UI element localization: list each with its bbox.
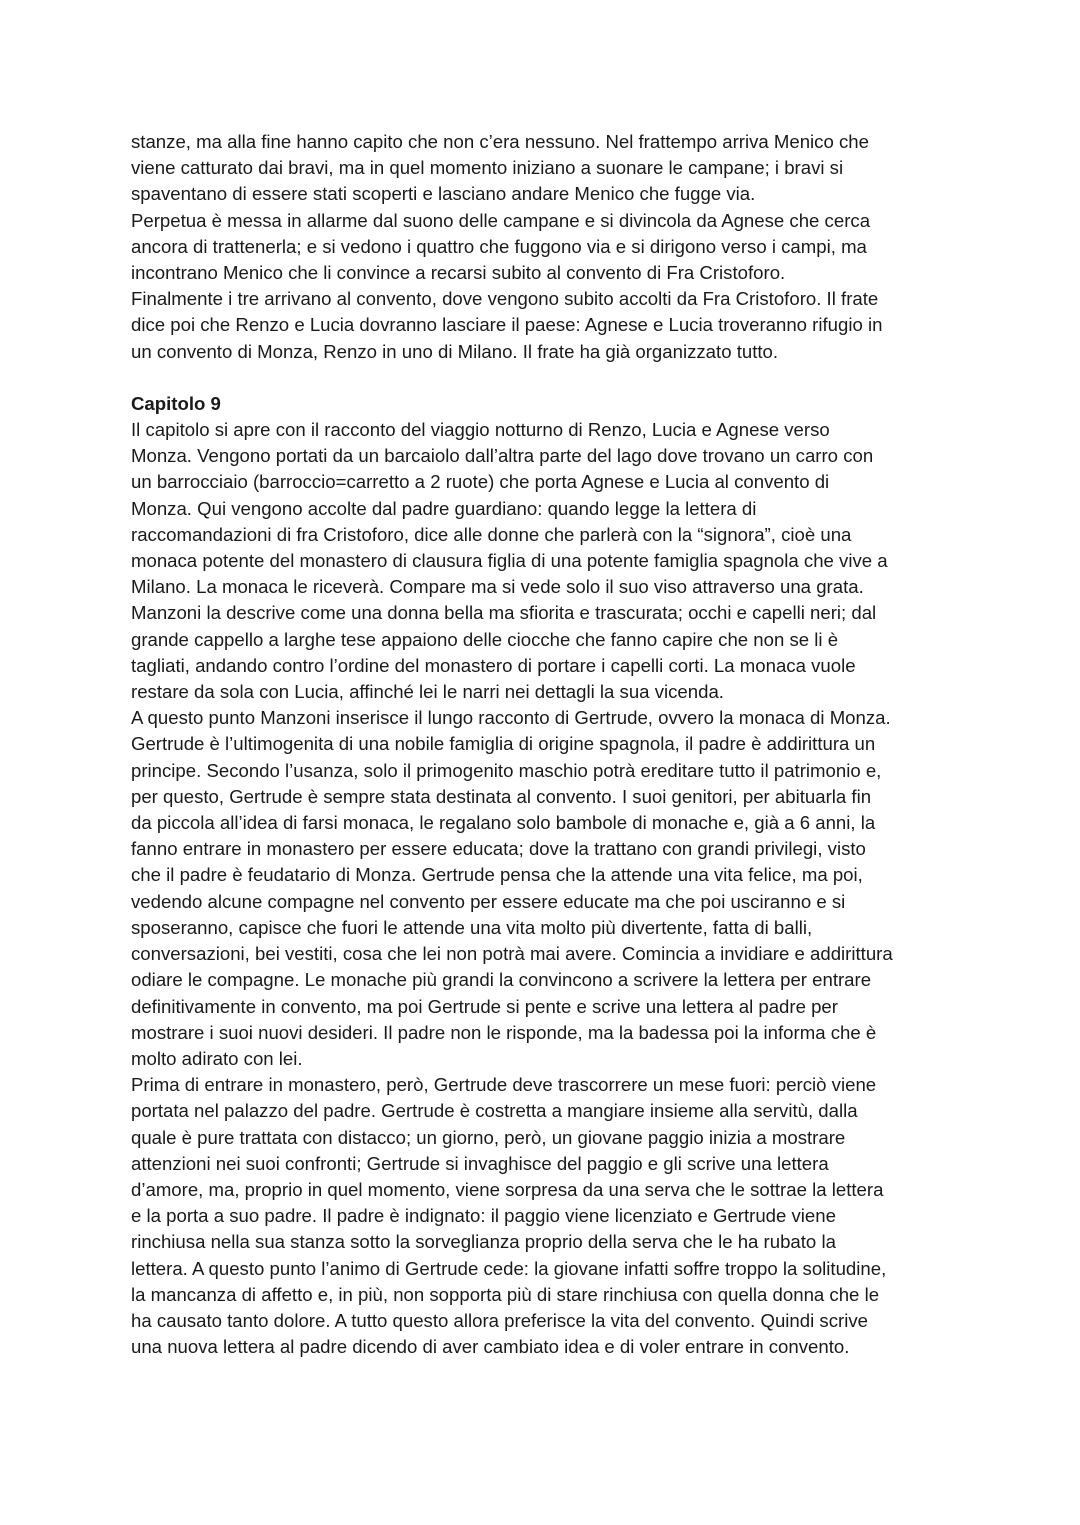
paragraph-arrival-convent: Finalmente i tre arrivano al convento, dove vengono subito accolti da Fra Cristoforo. Il frate dice poi che Renzo e Lucia dovranno lasciare il paese: Agnese e Lucia troveranno rifugio in un convento di Monza, Renzo in uno di Milano. Il frate ha già organizzato tutto. xyxy=(131,288,883,362)
paragraph-menico-capture: stanze, ma alla fine hanno capito che non c’era nessuno. Nel frattempo arriva Menico che viene catturato dai bravi, ma in quel momento iniziano a suonare le campane; i bravi si spaventano di essere stati scoperti e lasciano andare Menico che fugge via. xyxy=(131,131,869,205)
document-page xyxy=(131,129,961,1360)
chapter-heading: Capitolo 9 xyxy=(131,392,221,414)
paragraph-journey-monza: Il capitolo si apre con il racconto del viaggio notturno di Renzo, Lucia e Agnese verso Monza. Vengono portati da un barcaiolo dall’altra parte del lago dove trovano un carro con un barrocciaio (barroccio=carretto a 2 ruote) che porta Agnese e Lucia al convento di Monza. Qui vengono accolte dal padre guardiano: quando legge la lettera di raccomandazioni di fra Cristoforo, dice alle donne che parlerà con la “signora”, cioè una monaca potente del monastero di clausura figlia di una potente famiglia spagnola che vive a Milano. La monaca le riceverà. Compare ma si vede solo il suo viso attraverso una grata. Manzoni la descrive come una donna bella ma sfiorita e trascurata; occhi e capelli neri; dal grande cappello a larghe tese appaiono delle ciocche che fanno capire che non se li è tagliati, andando contro l’ordine del monastero di portare i capelli corti. La monaca vuole restare da sola con Lucia, affinché lei le narri nei dettagli la sua vicenda. xyxy=(131,419,888,703)
paragraph-gertrude-palace: Prima di entrare in monastero, però, Gertrude deve trascorrere un mese fuori: perciò viene portata nel palazzo del padre. Gertrude è costretta a mangiare insieme alla servitù, dalla quale è pure trattata con distacco; un giorno, però, un giovane paggio inizia a mostrare attenzioni nei suoi confronti; Gertrude si invaghisce del paggio e gli scrive una lettera d’amore, ma, proprio in quel momento, viene sorpresa da una serva che le sottrae la lettera e la porta a suo padre. Il padre è indignato: il paggio viene licenziato e Gertrude viene rinchiusa nella sua stanza sotto la sorveglianza proprio della serva che le ha rubato la lettera. A questo punto l’animo di Gertrude cede: la giovane infatti soffre troppo la solitudine, la mancanza di affetto e, in più, non sopporta più di stare rinchiusa con quella donna che le ha causato tanto dolore. A tutto questo allora preferisce la vita del convento. Quindi scrive una nuova lettera al padre dicendo di aver cambiato idea e di voler entrare in convento. xyxy=(131,1074,887,1358)
paragraph-gertrude-story: A questo punto Manzoni inserisce il lungo racconto di Gertrude, ovvero la monaca di Monza. Gertrude è l’ultimogenita di una nobile famiglia di origine spagnola, il padre è addirittura un principe. Secondo l’usanza, solo il primogenito maschio potrà ereditare tutto il patrimonio e, per questo, Gertrude è sempre stata destinata al convento. I suoi genitori, per abituarla fin da piccola all’idea di farsi monaca, le regalano solo bambole di monache e, già a 6 anni, la fanno entrare in monastero per essere educata; dove la trattano con grandi privilegi, visto che il padre è feudatario di Monza. Gertrude pensa che la attende una vita felice, ma poi, vedendo alcune compagne nel convento per essere educate ma che poi usciranno e si sposeranno, capisce che fuori le attende una vita molto più divertente, fatta di balli, conversazioni, bei vestiti, cosa che lei non potrà mai avere. Comincia a invidiare e addirittura odiare le compagne. Le monache più grandi la convincono a scrivere la lettera per entrare definitivamente in convento, ma poi Gertrude si pente e scrive una lettera al padre per mostrare i suoi nuovi desideri. Il padre non le risponde, ma la badessa poi la informa che è molto adirato con lei. xyxy=(131,707,893,1069)
paragraph-spacer xyxy=(131,365,961,391)
paragraph-perpetua-alarm: Perpetua è messa in allarme dal suono delle campane e si divincola da Agnese che cerca ancora di trattenerla; e si vedono i quattro che fuggono via e si dirigono verso i campi, ma incontrano Menico che li convince a recarsi subito al convento di Fra Cristoforo. xyxy=(131,209,871,284)
